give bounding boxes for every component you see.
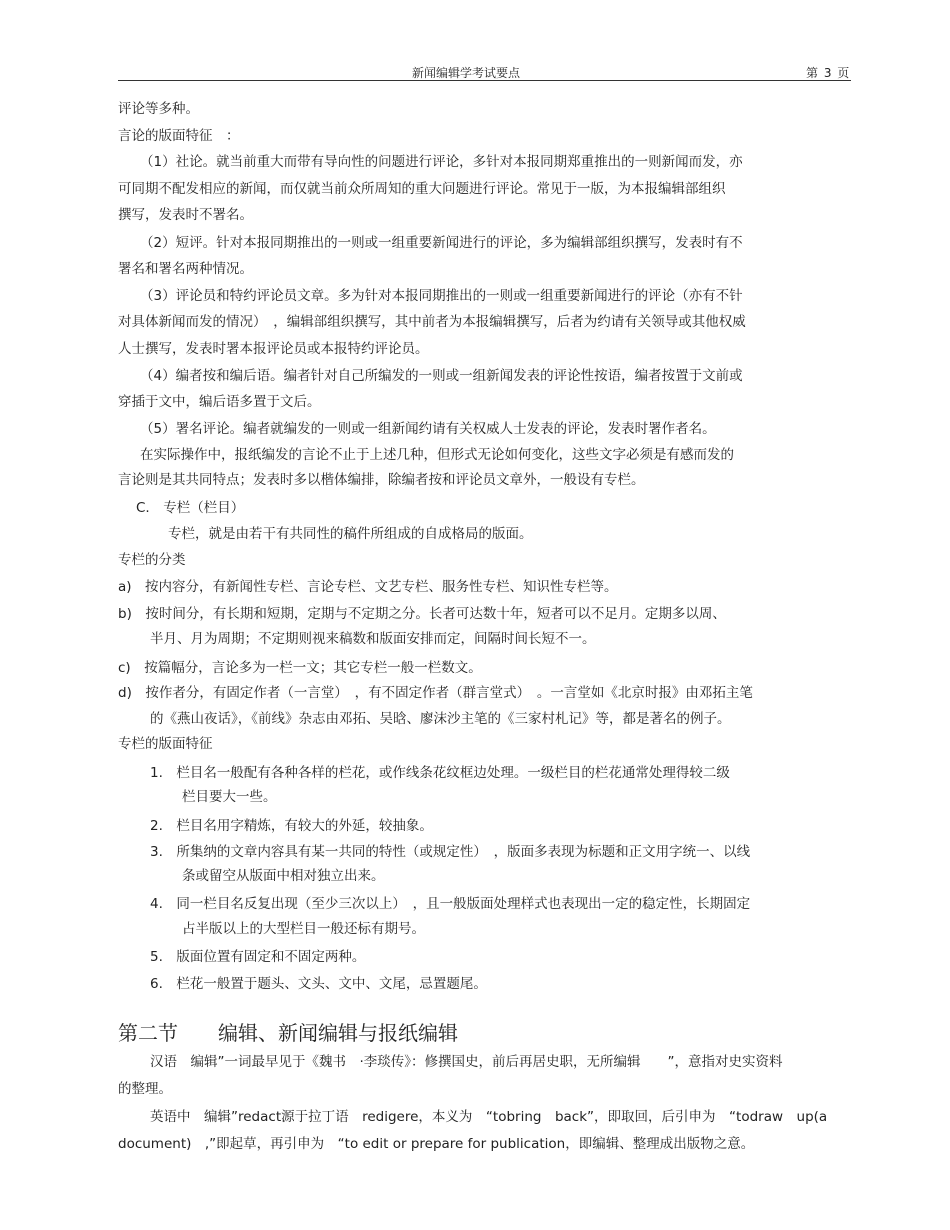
text-line: 专栏的版面特征	[118, 736, 213, 752]
text-line: 可同期不配发相应的新闻，而仅就当前众所周知的重大问题进行评论。常见于一版，为本报编辑部组织	[118, 181, 726, 197]
text-line: 半月、月为周期；不定期则视来稿数和版面安排而定，间隔时间长短不一。	[150, 631, 596, 647]
text-line: 的整理。	[118, 1081, 172, 1097]
text-line: 穿插于文中，编后语多置于文后。	[118, 394, 321, 410]
text-line: 在实际操作中，报纸编发的言论不止于上述几种，但形式无论如何变化，这些文字必须是有感而发的	[140, 447, 734, 463]
text-line: （3）评论员和特约评论员文章。多为针对本报同期推出的一则或一组重要新闻进行的评论（亦有不针	[140, 288, 743, 304]
text-line: 撰写，发表时不署名。	[118, 207, 253, 223]
page-number: 第 3 页	[806, 66, 851, 80]
text-line: 6. 栏花一般置于题头、文头、文中、文尾，忌置题尾。	[150, 976, 487, 992]
text-line: d) 按作者分，有固定作者（一言堂） ，有不固定作者（群言堂式） 。一言堂如《北京时报》由邓拓主笔	[118, 685, 753, 701]
text-line: （5）署名评论。编者就编发的一则或一组新闻约请有关权威人士发表的评论，发表时署作者名。	[140, 421, 716, 437]
text-line: C. 专栏（栏目）	[136, 500, 245, 516]
text-line: 栏目要大一些。	[182, 789, 277, 805]
section-title: 编辑、新闻编辑与报纸编辑	[218, 1021, 458, 1045]
text-line: 言论的版面特征 ：	[118, 128, 240, 144]
text-line: 5. 版面位置有固定和不固定两种。	[150, 949, 366, 965]
text-line: 占半版以上的大型栏目一般还标有期号。	[182, 921, 425, 937]
text-line: 对具体新闻而发的情况） ，编辑部组织撰写，其中前者为本报编辑撰写，后者为约请有关领导或其他权威	[118, 314, 746, 330]
text-line: 的《燕山夜话》，《前线》杂志由邓拓、吴晗、廖沫沙主笔的《三家村札记》等，都是著名的例子。	[150, 711, 731, 727]
text-line: 专栏，就是由若干有共同性的稿件所组成的自成格局的版面。	[168, 526, 533, 542]
section-heading	[118, 1020, 458, 1046]
header-rule	[118, 80, 851, 81]
text-line: 3. 所集纳的文章内容具有某一共同的特性（或规定性） ，版面多表现为标题和正文用字统一、以线	[150, 844, 751, 860]
text-line: a) 按内容分，有新闻性专栏、言论专栏、文艺专栏、服务性专栏、知识性专栏等。	[118, 579, 618, 595]
text-line: （1）社论。就当前重大而带有导向性的问题进行评论，多针对本报同期郑重推出的一则新闻而发，亦	[140, 154, 743, 170]
text-line: 专栏的分类	[118, 552, 186, 568]
text-line: 2. 栏目名用字精炼，有较大的外延，较抽象。	[150, 818, 433, 834]
header-title: 新闻编辑学考试要点	[412, 66, 521, 80]
text-line: 人士撰写，发表时署本报评论员或本报特约评论员。	[118, 341, 429, 357]
text-line: 言论则是其共同特点；发表时多以楷体编排，除编者按和评论员文章外，一般设有专栏。	[118, 472, 645, 488]
text-line: 英语中 编辑”redact源于拉丁语 redigere，本义为 “tobring back”，即取回，后引申为 “todraw up(a	[150, 1109, 828, 1125]
text-line: document) ,”即起草，再引申为 “to edit or prepare for publication，即编辑、整理成出版物之意。	[118, 1136, 755, 1152]
text-line: c) 按篇幅分，言论多为一栏一文；其它专栏一般一栏数文。	[118, 660, 482, 676]
text-line: 评论等多种。	[118, 101, 199, 117]
text-line: 署名和署名两种情况。	[118, 261, 253, 277]
text-line: 条或留空从版面中相对独立出来。	[182, 868, 385, 884]
text-line: 1. 栏目名一般配有各种各样的栏花，或作线条花纹框边处理。一级栏目的栏花通常处理得较二级	[150, 765, 730, 781]
text-line: 汉语 编辑”一词最早见于《魏书 ·李琰传》：修撰国史，前后再居史职，无所编辑 ”，意指对史实资料	[150, 1054, 783, 1070]
text-line: （2）短评。针对本报同期推出的一则或一组重要新闻进行的评论，多为编辑部组织撰写，发表时有不	[140, 235, 743, 251]
section-number: 第二节	[118, 1021, 178, 1045]
text-line: （4）编者按和编后语。编者针对自己所编发的一则或一组新闻发表的评论性按语，编者按置于文前或	[140, 368, 743, 384]
text-line: 4. 同一栏目名反复出现（至少三次以上） ，且一般版面处理样式也表现出一定的稳定性，长期固定	[150, 896, 751, 912]
text-line: b) 按时间分，有长期和短期，定期与不定期之分。长者可达数十年，短者可以不足月。定期多以周、	[118, 606, 726, 622]
